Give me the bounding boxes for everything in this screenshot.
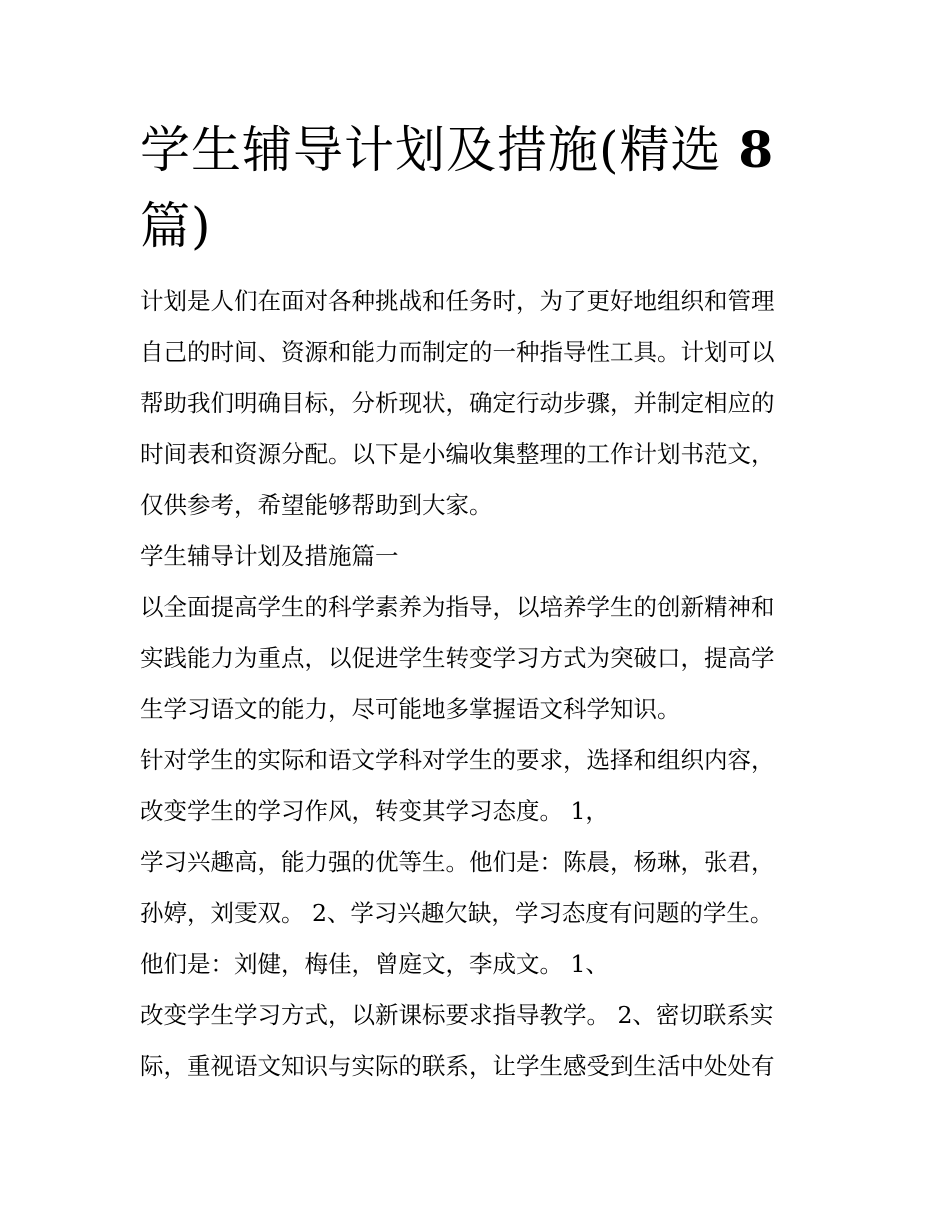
text-line: 实践能力为重点，以促进学生转变学习方式为突破口，提高学	[140, 644, 775, 672]
text-line: 生学习语文的能力，尽可能地多掌握语文科学知识。	[140, 695, 681, 723]
title-text: 学生辅导计划及措施(精选	[140, 121, 722, 179]
text-line: 帮助我们明确目标，分析现状，确定行动步骤，并制定相应的	[140, 389, 775, 417]
text-line: 时间表和资源分配。以下是小编收集整理的工作计划书范文，	[140, 440, 775, 468]
text-line: 计划是人们在面对各种挑战和任务时，为了更好地组织和管理	[140, 287, 775, 315]
document-title	[140, 112, 780, 264]
text-line: 针对学生的实际和语文学科对学生的要求，选择和组织内容，	[140, 746, 775, 774]
text-line: 改变学生的学习作风，转变其学习态度。 1，	[140, 797, 609, 825]
text-line: 际，重视语文知识与实际的联系，让学生感受到生活中处处有	[140, 1052, 775, 1080]
section-heading: 学生辅导计划及措施篇一	[140, 542, 399, 570]
text-line: 自己的时间、资源和能力而制定的一种指导性工具。计划可以	[140, 338, 775, 366]
title-number: 8	[738, 120, 775, 179]
text-line: 改变学生学习方式，以新课标要求指导教学。 2、密切联系实	[140, 1001, 774, 1029]
title-text-continued: 篇)	[140, 197, 212, 255]
text-line: 学习兴趣高，能力强的优等生。他们是：陈晨，杨琳，张君，	[140, 848, 775, 876]
text-line: 以全面提高学生的科学素养为指导，以培养学生的创新精神和	[140, 593, 775, 621]
document-body	[140, 276, 820, 1092]
text-line: 孙婷，刘雯双。 2、学习兴趣欠缺，学习态度有问题的学生。	[140, 899, 774, 927]
text-line: 他们是：刘健，梅佳，曾庭文，李成文。 1、	[140, 950, 609, 978]
text-line: 仅供参考，希望能够帮助到大家。	[140, 491, 493, 519]
